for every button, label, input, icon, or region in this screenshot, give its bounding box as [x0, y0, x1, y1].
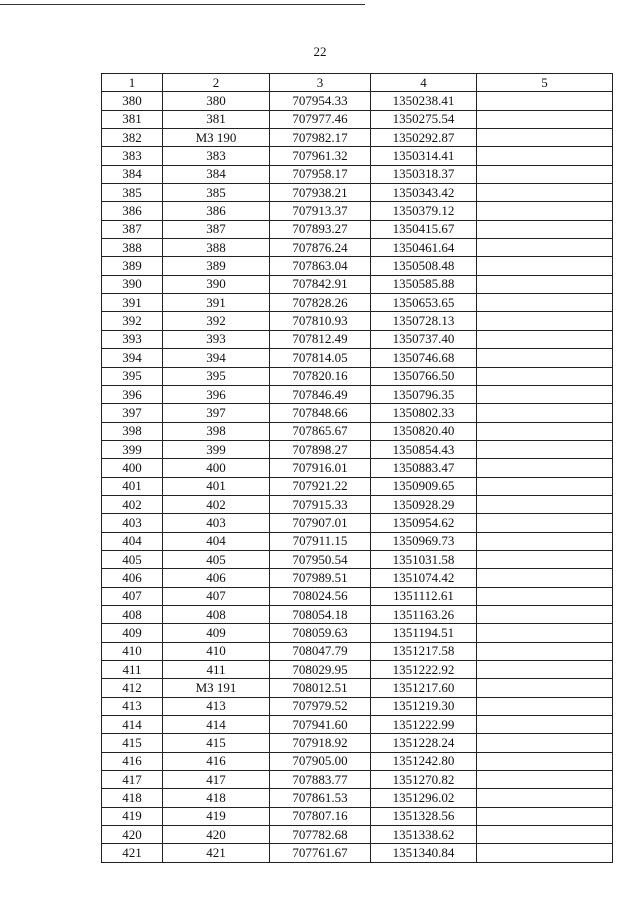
- point-number-cell: 420: [102, 826, 163, 844]
- point-label-cell: 380: [163, 92, 270, 110]
- x-coordinate-cell: 707921.22: [270, 477, 371, 495]
- point-number-cell: 419: [102, 807, 163, 825]
- table-row: [102, 92, 613, 110]
- table-row: [102, 239, 613, 257]
- point-label-cell: МЗ 191: [163, 679, 270, 697]
- point-number-cell: 397: [102, 404, 163, 422]
- y-coordinate-cell: 1350883.47: [371, 459, 477, 477]
- note-cell: [477, 624, 613, 642]
- x-coordinate-cell: 707761.67: [270, 844, 371, 862]
- point-number-cell: 382: [102, 129, 163, 147]
- note-cell: [477, 605, 613, 623]
- point-label-cell: 384: [163, 165, 270, 183]
- point-label-cell: 409: [163, 624, 270, 642]
- point-label-cell: 415: [163, 734, 270, 752]
- table-row: [102, 587, 613, 605]
- y-coordinate-cell: 1351031.58: [371, 550, 477, 568]
- table-row: [102, 312, 613, 330]
- note-cell: [477, 110, 613, 128]
- note-cell: [477, 569, 613, 587]
- point-label-cell: 396: [163, 385, 270, 403]
- point-label-cell: 405: [163, 550, 270, 568]
- point-number-cell: 392: [102, 312, 163, 330]
- note-cell: [477, 771, 613, 789]
- table-row: [102, 220, 613, 238]
- point-number-cell: 404: [102, 532, 163, 550]
- x-coordinate-cell: 707782.68: [270, 826, 371, 844]
- x-coordinate-cell: 707807.16: [270, 807, 371, 825]
- y-coordinate-cell: 1350928.29: [371, 495, 477, 513]
- y-coordinate-cell: 1350343.42: [371, 184, 477, 202]
- point-number-cell: 394: [102, 349, 163, 367]
- y-coordinate-cell: 1351217.60: [371, 679, 477, 697]
- y-coordinate-cell: 1350318.37: [371, 165, 477, 183]
- point-number-cell: 414: [102, 716, 163, 734]
- point-number-cell: 408: [102, 605, 163, 623]
- x-coordinate-cell: 707958.17: [270, 165, 371, 183]
- x-coordinate-cell: 708047.79: [270, 642, 371, 660]
- point-number-cell: 395: [102, 367, 163, 385]
- y-coordinate-cell: 1350728.13: [371, 312, 477, 330]
- x-coordinate-cell: 707913.37: [270, 202, 371, 220]
- table-row: [102, 165, 613, 183]
- table-row: [102, 294, 613, 312]
- y-coordinate-cell: 1350954.62: [371, 514, 477, 532]
- x-coordinate-cell: 707918.92: [270, 734, 371, 752]
- table-row: [102, 569, 613, 587]
- page-number: 22: [313, 44, 327, 59]
- point-label-cell: 418: [163, 789, 270, 807]
- table-row: [102, 404, 613, 422]
- x-coordinate-cell: 707950.54: [270, 550, 371, 568]
- point-label-cell: 383: [163, 147, 270, 165]
- note-cell: [477, 550, 613, 568]
- table-row: [102, 716, 613, 734]
- note-cell: [477, 789, 613, 807]
- y-coordinate-cell: 1351194.51: [371, 624, 477, 642]
- y-coordinate-cell: 1351163.26: [371, 605, 477, 623]
- column-header-2: 2: [163, 74, 270, 92]
- point-label-cell: 395: [163, 367, 270, 385]
- y-coordinate-cell: 1351338.62: [371, 826, 477, 844]
- table-row: [102, 734, 613, 752]
- x-coordinate-cell: 708059.63: [270, 624, 371, 642]
- point-number-cell: 396: [102, 385, 163, 403]
- table-row: [102, 202, 613, 220]
- note-cell: [477, 129, 613, 147]
- point-number-cell: 381: [102, 110, 163, 128]
- note-cell: [477, 367, 613, 385]
- y-coordinate-cell: 1351074.42: [371, 569, 477, 587]
- note-cell: [477, 294, 613, 312]
- point-number-cell: 388: [102, 239, 163, 257]
- table-row: [102, 110, 613, 128]
- point-label-cell: 406: [163, 569, 270, 587]
- note-cell: [477, 495, 613, 513]
- table-row: [102, 844, 613, 862]
- note-cell: [477, 752, 613, 770]
- column-header-3: 3: [270, 74, 371, 92]
- x-coordinate-cell: 707916.01: [270, 459, 371, 477]
- note-cell: [477, 697, 613, 715]
- top-rule: [0, 4, 365, 5]
- note-cell: [477, 514, 613, 532]
- point-number-cell: 406: [102, 569, 163, 587]
- point-number-cell: 417: [102, 771, 163, 789]
- y-coordinate-cell: 1350508.48: [371, 257, 477, 275]
- x-coordinate-cell: 707907.01: [270, 514, 371, 532]
- note-cell: [477, 477, 613, 495]
- table-row: [102, 624, 613, 642]
- x-coordinate-cell: 708029.95: [270, 661, 371, 679]
- point-number-cell: 383: [102, 147, 163, 165]
- point-number-cell: 390: [102, 275, 163, 293]
- note-cell: [477, 92, 613, 110]
- point-label-cell: 381: [163, 110, 270, 128]
- point-label-cell: 421: [163, 844, 270, 862]
- point-label-cell: 413: [163, 697, 270, 715]
- table-row: [102, 679, 613, 697]
- point-label-cell: 403: [163, 514, 270, 532]
- x-coordinate-cell: 707941.60: [270, 716, 371, 734]
- x-coordinate-cell: 707977.46: [270, 110, 371, 128]
- y-coordinate-cell: 1350820.40: [371, 422, 477, 440]
- x-coordinate-cell: 707865.67: [270, 422, 371, 440]
- table-row: [102, 129, 613, 147]
- point-label-cell: 386: [163, 202, 270, 220]
- x-coordinate-cell: 707828.26: [270, 294, 371, 312]
- y-coordinate-cell: 1350379.12: [371, 202, 477, 220]
- y-coordinate-cell: 1350314.41: [371, 147, 477, 165]
- point-label-cell: МЗ 190: [163, 129, 270, 147]
- point-label-cell: 385: [163, 184, 270, 202]
- x-coordinate-cell: 707876.24: [270, 239, 371, 257]
- point-label-cell: 388: [163, 239, 270, 257]
- point-label-cell: 390: [163, 275, 270, 293]
- point-label-cell: 387: [163, 220, 270, 238]
- y-coordinate-cell: 1351270.82: [371, 771, 477, 789]
- x-coordinate-cell: 707842.91: [270, 275, 371, 293]
- x-coordinate-cell: 707893.27: [270, 220, 371, 238]
- x-coordinate-cell: 707938.21: [270, 184, 371, 202]
- y-coordinate-cell: 1350653.65: [371, 294, 477, 312]
- point-label-cell: 408: [163, 605, 270, 623]
- x-coordinate-cell: 707954.33: [270, 92, 371, 110]
- point-number-cell: 386: [102, 202, 163, 220]
- point-number-cell: 409: [102, 624, 163, 642]
- x-coordinate-cell: 707861.53: [270, 789, 371, 807]
- note-cell: [477, 642, 613, 660]
- x-coordinate-cell: 707820.16: [270, 367, 371, 385]
- note-cell: [477, 459, 613, 477]
- point-number-cell: 418: [102, 789, 163, 807]
- point-number-cell: 385: [102, 184, 163, 202]
- point-label-cell: 407: [163, 587, 270, 605]
- point-label-cell: 419: [163, 807, 270, 825]
- note-cell: [477, 440, 613, 458]
- y-coordinate-cell: 1350909.65: [371, 477, 477, 495]
- table-row: [102, 697, 613, 715]
- x-coordinate-cell: 707846.49: [270, 385, 371, 403]
- table-row: [102, 184, 613, 202]
- table-row: [102, 550, 613, 568]
- point-number-cell: 403: [102, 514, 163, 532]
- point-number-cell: 415: [102, 734, 163, 752]
- x-coordinate-cell: 707814.05: [270, 349, 371, 367]
- point-number-cell: 411: [102, 661, 163, 679]
- point-number-cell: 401: [102, 477, 163, 495]
- point-label-cell: 414: [163, 716, 270, 734]
- note-cell: [477, 661, 613, 679]
- point-number-cell: 410: [102, 642, 163, 660]
- x-coordinate-cell: 708024.56: [270, 587, 371, 605]
- y-coordinate-cell: 1350461.64: [371, 239, 477, 257]
- x-coordinate-cell: 707915.33: [270, 495, 371, 513]
- x-coordinate-cell: 707812.49: [270, 330, 371, 348]
- point-label-cell: 402: [163, 495, 270, 513]
- point-number-cell: 402: [102, 495, 163, 513]
- point-label-cell: 391: [163, 294, 270, 312]
- column-header-5: 5: [477, 74, 613, 92]
- note-cell: [477, 257, 613, 275]
- note-cell: [477, 385, 613, 403]
- table-row: [102, 257, 613, 275]
- table-row: [102, 422, 613, 440]
- note-cell: [477, 679, 613, 697]
- point-number-cell: 416: [102, 752, 163, 770]
- table-row: [102, 661, 613, 679]
- y-coordinate-cell: 1351296.02: [371, 789, 477, 807]
- point-number-cell: 391: [102, 294, 163, 312]
- point-label-cell: 397: [163, 404, 270, 422]
- x-coordinate-cell: 707810.93: [270, 312, 371, 330]
- table-row: [102, 605, 613, 623]
- note-cell: [477, 587, 613, 605]
- point-label-cell: 420: [163, 826, 270, 844]
- y-coordinate-cell: 1351112.61: [371, 587, 477, 605]
- note-cell: [477, 422, 613, 440]
- point-label-cell: 410: [163, 642, 270, 660]
- note-cell: [477, 220, 613, 238]
- note-cell: [477, 202, 613, 220]
- x-coordinate-cell: 707898.27: [270, 440, 371, 458]
- coordinates-table: [101, 73, 613, 863]
- y-coordinate-cell: 1351219.30: [371, 697, 477, 715]
- x-coordinate-cell: 707905.00: [270, 752, 371, 770]
- note-cell: [477, 844, 613, 862]
- y-coordinate-cell: 1350796.35: [371, 385, 477, 403]
- note-cell: [477, 716, 613, 734]
- table-row: [102, 771, 613, 789]
- point-number-cell: 400: [102, 459, 163, 477]
- point-number-cell: 407: [102, 587, 163, 605]
- y-coordinate-cell: 1350802.33: [371, 404, 477, 422]
- table-row: [102, 752, 613, 770]
- x-coordinate-cell: 707883.77: [270, 771, 371, 789]
- table-row: [102, 642, 613, 660]
- table-row: [102, 147, 613, 165]
- note-cell: [477, 404, 613, 422]
- x-coordinate-cell: 707848.66: [270, 404, 371, 422]
- note-cell: [477, 330, 613, 348]
- point-number-cell: 399: [102, 440, 163, 458]
- note-cell: [477, 807, 613, 825]
- point-number-cell: 380: [102, 92, 163, 110]
- y-coordinate-cell: 1350275.54: [371, 110, 477, 128]
- table-row: [102, 826, 613, 844]
- x-coordinate-cell: 707979.52: [270, 697, 371, 715]
- y-coordinate-cell: 1350766.50: [371, 367, 477, 385]
- point-number-cell: 398: [102, 422, 163, 440]
- note-cell: [477, 734, 613, 752]
- x-coordinate-cell: 707961.32: [270, 147, 371, 165]
- table-row: [102, 385, 613, 403]
- column-header-1: 1: [102, 74, 163, 92]
- point-number-cell: 412: [102, 679, 163, 697]
- point-number-cell: 393: [102, 330, 163, 348]
- table-row: [102, 275, 613, 293]
- x-coordinate-cell: 707989.51: [270, 569, 371, 587]
- x-coordinate-cell: 708054.18: [270, 605, 371, 623]
- note-cell: [477, 165, 613, 183]
- table-row: [102, 532, 613, 550]
- y-coordinate-cell: 1351222.92: [371, 661, 477, 679]
- point-label-cell: 404: [163, 532, 270, 550]
- point-number-cell: 405: [102, 550, 163, 568]
- table-row: [102, 459, 613, 477]
- y-coordinate-cell: 1351242.80: [371, 752, 477, 770]
- x-coordinate-cell: 707982.17: [270, 129, 371, 147]
- note-cell: [477, 349, 613, 367]
- x-coordinate-cell: 708012.51: [270, 679, 371, 697]
- point-label-cell: 411: [163, 661, 270, 679]
- y-coordinate-cell: 1350238.41: [371, 92, 477, 110]
- note-cell: [477, 312, 613, 330]
- table-row: [102, 495, 613, 513]
- note-cell: [477, 532, 613, 550]
- table-row: [102, 349, 613, 367]
- point-number-cell: 384: [102, 165, 163, 183]
- y-coordinate-cell: 1350969.73: [371, 532, 477, 550]
- table-row: [102, 367, 613, 385]
- y-coordinate-cell: 1350415.67: [371, 220, 477, 238]
- table-row: [102, 789, 613, 807]
- note-cell: [477, 239, 613, 257]
- x-coordinate-cell: 707911.15: [270, 532, 371, 550]
- y-coordinate-cell: 1350737.40: [371, 330, 477, 348]
- table-row: [102, 440, 613, 458]
- point-label-cell: 400: [163, 459, 270, 477]
- y-coordinate-cell: 1351340.84: [371, 844, 477, 862]
- y-coordinate-cell: 1350585.88: [371, 275, 477, 293]
- point-label-cell: 416: [163, 752, 270, 770]
- note-cell: [477, 147, 613, 165]
- point-label-cell: 398: [163, 422, 270, 440]
- y-coordinate-cell: 1350746.68: [371, 349, 477, 367]
- point-label-cell: 417: [163, 771, 270, 789]
- column-header-4: 4: [371, 74, 477, 92]
- point-number-cell: 387: [102, 220, 163, 238]
- point-number-cell: 413: [102, 697, 163, 715]
- table-body: [102, 92, 613, 862]
- point-label-cell: 393: [163, 330, 270, 348]
- table-row: [102, 330, 613, 348]
- point-label-cell: 394: [163, 349, 270, 367]
- point-label-cell: 392: [163, 312, 270, 330]
- note-cell: [477, 275, 613, 293]
- point-label-cell: 389: [163, 257, 270, 275]
- point-label-cell: 401: [163, 477, 270, 495]
- y-coordinate-cell: 1351228.24: [371, 734, 477, 752]
- table-row: [102, 514, 613, 532]
- point-label-cell: 399: [163, 440, 270, 458]
- note-cell: [477, 826, 613, 844]
- y-coordinate-cell: 1351217.58: [371, 642, 477, 660]
- table-header-row: [102, 74, 613, 92]
- y-coordinate-cell: 1351328.56: [371, 807, 477, 825]
- note-cell: [477, 184, 613, 202]
- table-row: [102, 807, 613, 825]
- y-coordinate-cell: 1350292.87: [371, 129, 477, 147]
- point-number-cell: 389: [102, 257, 163, 275]
- x-coordinate-cell: 707863.04: [270, 257, 371, 275]
- y-coordinate-cell: 1351222.99: [371, 716, 477, 734]
- y-coordinate-cell: 1350854.43: [371, 440, 477, 458]
- table-row: [102, 477, 613, 495]
- point-number-cell: 421: [102, 844, 163, 862]
